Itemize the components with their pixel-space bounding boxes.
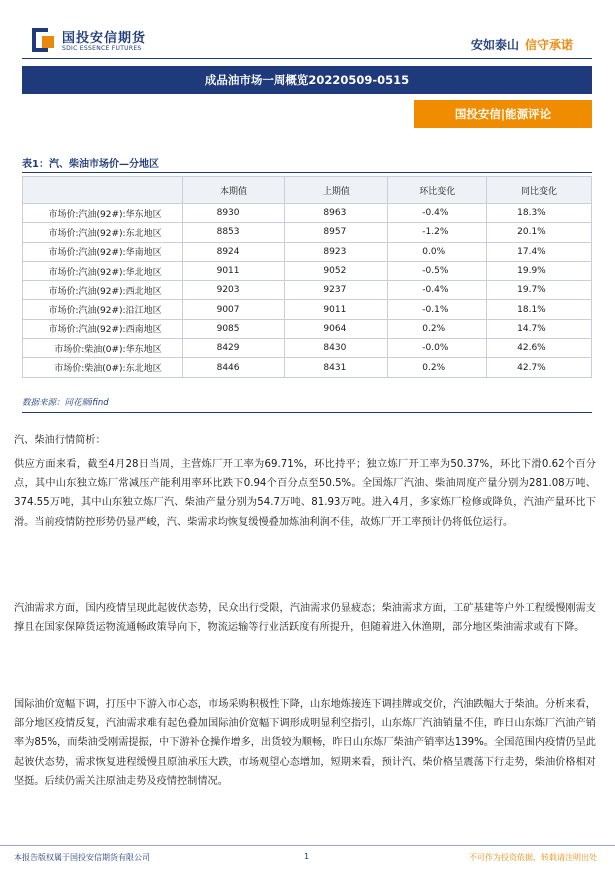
slogan-part1: 安如泰山 [470,38,519,52]
wow-change: -1.2% [388,223,487,242]
market-price-table [22,176,592,378]
previous-value: 8430 [285,339,388,358]
paragraph-demand: 汽油需求方面，国内疫情呈现此起彼伏态势，民众出行受限，汽油需求仍显疲态；柴油需求方面，工矿基建等户外工程缓慢刚需支撑且在国家保障货运物流通畅政策导向下，物流运输等行业活跃度有所提升，但随着进入休渔期，部分地区柴油需求或有下降。 [14,603,596,634]
current-value: 9203 [182,281,285,300]
table-row [23,358,592,377]
row-label: 市场价:汽油(92#):西南地区 [23,319,183,338]
current-value: 8930 [182,204,285,223]
slogan [471,36,573,53]
row-label: 市场价:汽油(92#):华南地区 [23,242,183,261]
source-divider [22,412,592,413]
data-source: 数据来源：同花顺ifind [22,398,109,408]
header-cell-yoy: 同比变化 [487,177,592,204]
previous-value: 9011 [285,300,388,319]
table-row [23,300,592,319]
paragraph-supply: 供应方面来看，截至4月28日当周，主营炼厂开工率为69.71%，环比持平；独立炼厂开工率为50.37%，环比下滑0.62个百分点，其中山东独立炼厂常减压产能利用率环比跌下0.94个百分点至50.5%。全国炼厂汽油、柴油周度产量分别为281.08万吨、374.55万吨，其中山东独立炼厂汽、柴油产量分别为54.7万吨、81.93万吨。进入4月，多家炼厂检修或降负，汽油产量环比下滑。当前疫情防控形势仍显严峻，汽、柴需求均恢复缓慢叠加炼油利润不佳，故炼厂开工率预计仍将低位运行。 [14,459,596,528]
yoy-change: 18.1% [487,300,592,319]
current-value: 8429 [182,339,285,358]
header-cell-previous: 上期值 [285,177,388,204]
wow-change: -0.4% [388,281,487,300]
table-row [23,339,592,358]
current-value: 8446 [182,358,285,377]
slogan-part2: 信守承诺 [524,38,573,52]
section-intro: 汽、柴油行情简析： [14,435,106,446]
previous-value: 8963 [285,204,388,223]
current-value: 8853 [182,223,285,242]
table-row [23,242,592,261]
yoy-change: 42.6% [487,339,592,358]
yoy-change: 19.9% [487,261,592,280]
current-value: 9011 [182,261,285,280]
wow-change: -0.1% [388,300,487,319]
previous-value: 9237 [285,281,388,300]
previous-value: 9052 [285,261,388,280]
page-header [0,0,615,62]
table-row [23,223,592,242]
table-row [23,319,592,338]
header-cell-current: 本期值 [182,177,285,204]
report-title: 成品油市场一周概览20220509-0515 [22,66,592,94]
header-divider [22,58,592,59]
current-value: 8924 [182,242,285,261]
wow-change: 0.2% [388,358,487,377]
row-label: 市场价:汽油(92#):东北地区 [23,223,183,242]
table-header-row [23,177,592,204]
current-value: 9007 [182,300,285,319]
brand-name-en: SDIC ESSENCE FUTURES [62,45,142,52]
wow-change: -0.0% [388,339,487,358]
yoy-change: 18.3% [487,204,592,223]
sdic-essence-logo-icon [32,28,56,52]
previous-value: 8431 [285,358,388,377]
header-cell-wow: 环比变化 [388,177,487,204]
wow-change: 0.0% [388,242,487,261]
previous-value: 8957 [285,223,388,242]
yoy-change: 19.7% [487,281,592,300]
wow-change: 0.2% [388,319,487,338]
row-label: 市场价:汽油(92#):华东地区 [23,204,183,223]
footer-divider [0,845,615,846]
paragraph-market: 国际油价宽幅下调，打压中下游入市心态，市场采购积极性下降，山东地炼接连下调挂牌或交价，汽油跌幅大于柴油。分析来看，部分地区疫情反复，汽油需求难有起色叠加国际油价宽幅下调形成明显利空指引，山东炼厂汽油销量不佳，昨日山东炼厂汽油产销率为85%，而柴油受刚需提振，中下游补仓操作增多，出货较为顺畅，昨日山东炼厂柴油产销率达139%。全国范围内疫情仍呈此起彼伏态势，需求恢复进程缓慢且原油承压大跌，市场观望心态增加，短期来看，预计汽、柴价格呈震荡下行走势，柴油价格相对坚挺。后续仍需关注原油走势及疫情控制情况。 [14,699,596,787]
page-number: 1 [304,852,310,861]
row-label: 市场价:汽油(92#):沿江地区 [23,300,183,319]
header-cell-label [23,177,183,204]
row-label: 市场价:柴油(0#):华东地区 [23,339,183,358]
wow-change: -0.4% [388,204,487,223]
row-label: 市场价:柴油(0#):东北地区 [23,358,183,377]
table-row [23,204,592,223]
yoy-change: 42.7% [487,358,592,377]
previous-value: 8923 [285,242,388,261]
footer-copyright: 本报告版权属于国投安信期货有限公司 [14,853,150,862]
table-row [23,261,592,280]
previous-value: 9064 [285,319,388,338]
brand-name-cn: 国投安信期货 [62,31,147,46]
table-row [23,281,592,300]
table-caption: 表1：汽、柴油市场价—分地区 [22,159,159,170]
wow-change: -0.5% [388,261,487,280]
current-value: 9085 [182,319,285,338]
yoy-change: 17.4% [487,242,592,261]
caption-divider [22,172,592,173]
row-label: 市场价:汽油(92#):华北地区 [23,261,183,280]
yoy-change: 20.1% [487,223,592,242]
column-tag: 国投安信|能源评论 [414,100,592,128]
row-label: 市场价:汽油(92#):西北地区 [23,281,183,300]
footer-disclaimer: 不可作为投资依据，转载请注明出处 [469,853,597,862]
yoy-change: 14.7% [487,319,592,338]
